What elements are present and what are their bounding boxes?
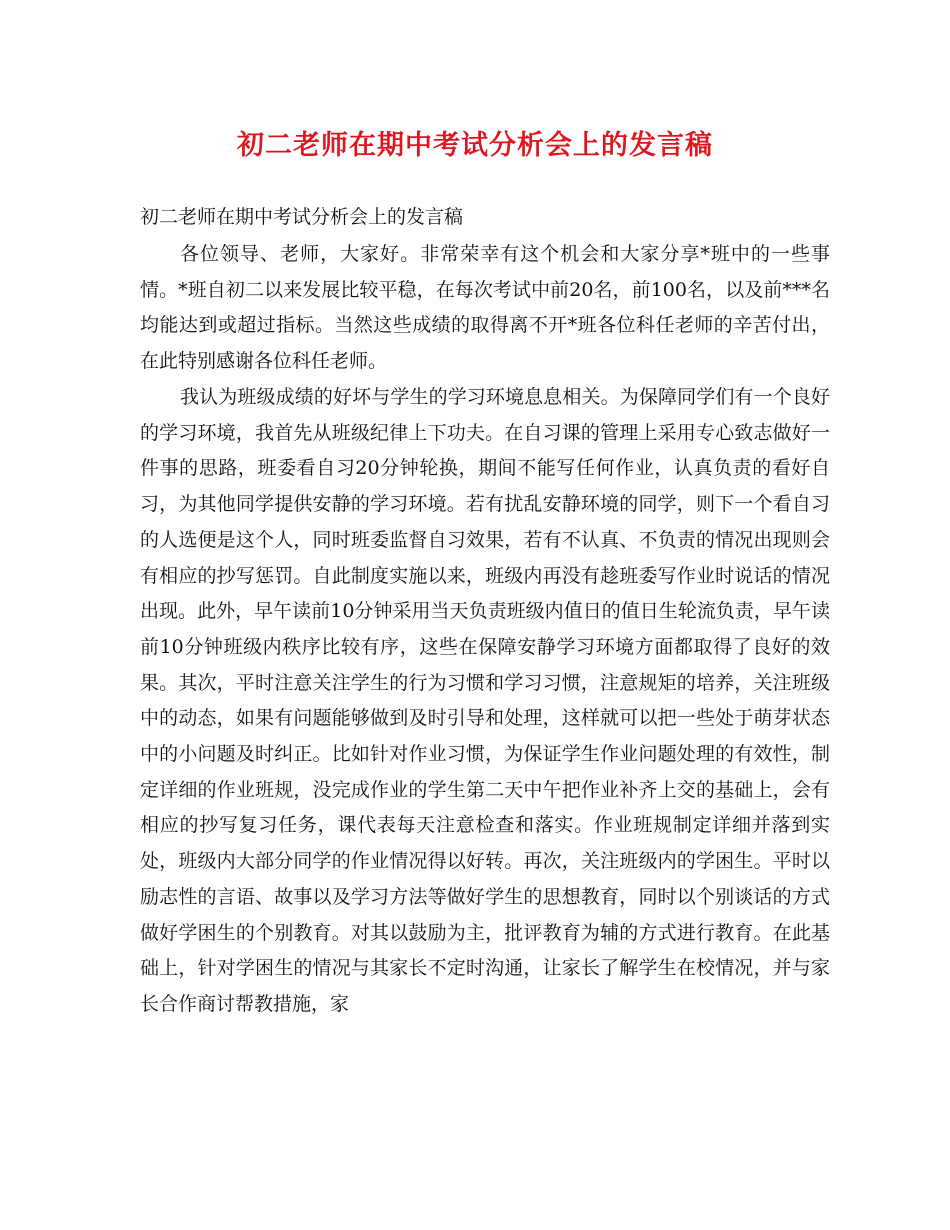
paragraph-class-management: 我认为班级成绩的好坏与学生的学习环境息息相关。为保障同学们有一个良好的学习环境，我首先从班级纪律上下功夫。在自习课的管理上采用专心致志做好一件事的思路，班委看自习20分钟轮换，期间不能写任何作业，认真负责的看好自习，为其他同学提供安静的学习环境。若有扰乱安静环境的同学，则下一个看自习的人选便是这个人，同时班委监督自习效果，若有不认真、不负责的情况出现则会有相应的抄写惩罚。自此制度实施以来，班级内再没有趁班委写作业时说话的情况出现。此外，早午读前10分钟采用当天负责班级内值日的值日生轮流负责，早午读前10分钟班级内秩序比较有序，这些在保障安静学习环境方面都取得了良好的效果。其次，平时注意关注学生的行为习惯和学习习惯，注意规矩的培养，关注班级中的动态，如果有问题能够做到及时引导和处理，这样就可以把一些处于萌芽状态中的小问题及时纠正。比如针对作业习惯，为保证学生作业问题处理的有效性，制定详细的作业班规，没完成作业的学生第二天中午把作业补齐上交的基础上，会有相应的抄写复习任务，课代表每天注意检查和落实。作业班规制定详细并落到实处，班级内大部分同学的作业情况得以好转。再次，关注班级内的学困生。平时以励志性的言语、故事以及学习方法等做好学生的思想教育，同时以个别谈话的方式做好学困生的个别教育。对其以鼓励为主，批评教育为辅的方式进行教育。在此基础上，针对学困生的情况与其家长不定时沟通，让家长了解学生在校情况，并与家长合作商讨帮教措施，家 bbox=[140, 386, 830, 1015]
document-title: 初二老师在期中考试分析会上的发言稿 bbox=[237, 130, 713, 161]
paragraph-greeting: 各位领导、老师，大家好。非常荣幸有这个机会和大家分享*班中的一些事情。*班自初二以来发展比较平稳，在每次考试中前20名，前100名，以及前***名均能达到或超过指标。当然这些成绩的取得离不开*班各位科任老师的辛苦付出，在此特别感谢各位科任老师。 bbox=[140, 243, 830, 373]
document-subtitle: 初二老师在期中考试分析会上的发言稿 bbox=[140, 206, 464, 228]
